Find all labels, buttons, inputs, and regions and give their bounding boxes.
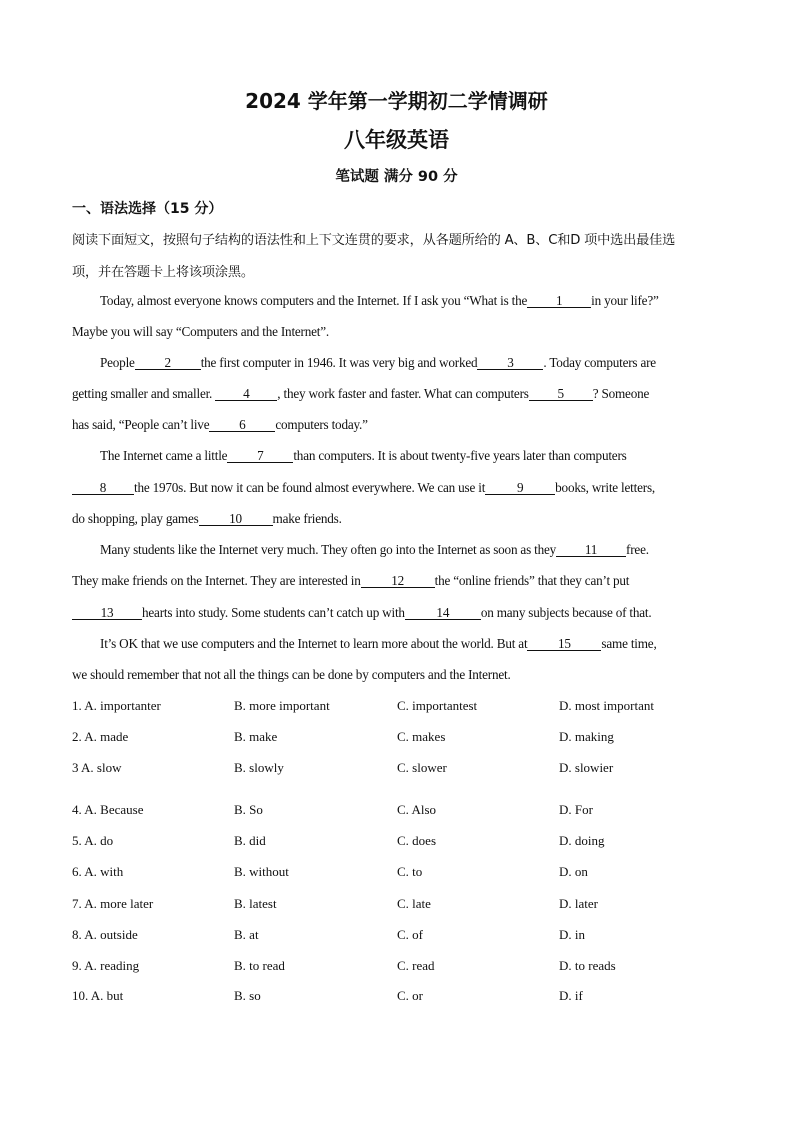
- passage-text: has said, “People can’t live: [72, 417, 210, 432]
- passage-line: [72, 480, 655, 496]
- passage-line: [100, 355, 656, 371]
- passage-text: It’s OK that we use computers and the Internet to learn more about the world. But at: [100, 636, 528, 651]
- passage-line: [100, 293, 659, 309]
- passage-text: books, write letters,: [555, 480, 655, 495]
- passage-text: . Today computers are: [543, 355, 656, 370]
- passage-text: the “online friends” that they can’t put: [434, 573, 630, 588]
- question-3-option-b: B. slowly: [234, 760, 284, 775]
- question-3-option-c: C. slower: [397, 760, 447, 775]
- passage-line: [100, 542, 649, 558]
- question-8-option-d: D. in: [559, 927, 585, 942]
- blank-11: 11: [556, 543, 626, 557]
- passage-text: computers today.”: [275, 417, 368, 432]
- question-10-option-a: 10. A. but: [72, 988, 124, 1003]
- question-3-option-d: D. slowier: [559, 760, 614, 775]
- blank-3: 3: [477, 356, 543, 370]
- blank-2: 2: [135, 356, 201, 370]
- passage-text: The Internet came a little: [100, 448, 228, 463]
- question-2-option-a: 2. A. made: [72, 729, 129, 744]
- question-10-option-b: B. so: [234, 988, 261, 1003]
- passage-text: do shopping, play games: [72, 511, 199, 526]
- passage-line: [72, 667, 511, 683]
- passage-text: They make friends on the Internet. They are interested in: [72, 573, 361, 588]
- passage-line: [72, 511, 342, 527]
- question-4-option-c: C. Also: [397, 802, 437, 817]
- passage-text: , they work faster and faster. What can computers: [277, 386, 529, 401]
- section-heading: 一、语法选择（15 分）: [72, 201, 223, 217]
- blank-8: 8: [72, 481, 134, 495]
- passage-line: [72, 417, 368, 433]
- question-9-option-d: D. to reads: [559, 958, 616, 973]
- question-9-option-a: 9. A. reading: [72, 958, 140, 973]
- question-8-option-a: 8. A. outside: [72, 927, 138, 942]
- instruction-line-1: 阅读下面短文，按照句子结构的语法性和上下文连贯的要求，从各题所给的 A、B、C和D 项中选出最佳选: [72, 233, 676, 248]
- passage-text: on many subjects because of that.: [480, 605, 652, 620]
- question-2-option-b: B. make: [234, 729, 278, 744]
- question-9-option-c: C. read: [397, 958, 435, 973]
- question-9-option-b: B. to read: [234, 958, 285, 973]
- exam-title: 2024 学年第一学期初二学情调研: [245, 89, 548, 113]
- score-note: 笔试题 满分 90 分: [335, 169, 458, 185]
- blank-5: 5: [529, 387, 593, 401]
- question-8-option-b: B. at: [234, 927, 259, 942]
- question-2-option-d: D. making: [559, 729, 614, 744]
- passage-text: free.: [626, 542, 649, 557]
- passage-line: [72, 324, 329, 340]
- passage-text: Many students like the Internet very much. They often go into the Internet as soon as they: [100, 542, 557, 557]
- blank-9: 9: [485, 481, 555, 495]
- blank-14: 14: [405, 606, 481, 620]
- question-6-option-c: C. to: [397, 864, 423, 879]
- question-1-option-b: B. more important: [234, 698, 330, 713]
- blank-12: 12: [361, 574, 435, 588]
- question-4-option-a: 4. A. Because: [72, 802, 144, 817]
- question-10-option-d: D. if: [559, 988, 583, 1003]
- passage-text: hearts into study. Some students can’t catch up with: [142, 605, 405, 620]
- passage-text: the first computer in 1946. It was very big and worked: [200, 355, 478, 370]
- passage-text: Maybe you will say “Computers and the Internet”.: [72, 324, 330, 339]
- question-7-option-a: 7. A. more later: [72, 896, 154, 911]
- question-5-option-c: C. does: [397, 833, 436, 848]
- passage-text: the 1970s. But now it can be found almost everywhere. We can use it: [134, 480, 486, 495]
- passage-text: than computers. It is about twenty-five years later than computers: [293, 448, 627, 463]
- passage-text: make friends.: [272, 511, 342, 526]
- question-6-option-b: B. without: [234, 864, 289, 879]
- question-6-option-d: D. on: [559, 864, 588, 879]
- question-1-option-c: C. importantest: [397, 698, 478, 713]
- passage-text: we should remember that not all the things can be done by computers and the Internet.: [72, 667, 511, 682]
- passage-text: same time,: [601, 636, 657, 651]
- blank-10: 10: [199, 512, 273, 526]
- passage-line: [100, 636, 657, 652]
- passage-line: [72, 386, 649, 402]
- passage-text: ? Someone: [592, 386, 650, 401]
- exam-subtitle: 八年级英语: [344, 128, 449, 152]
- passage-line: [72, 605, 651, 621]
- passage-text: getting smaller and smaller.: [72, 386, 213, 401]
- question-7-option-b: B. latest: [234, 896, 277, 911]
- blank-6: 6: [209, 418, 275, 432]
- question-10-option-c: C. or: [397, 988, 423, 1003]
- instruction-line-2: 项，并在答题卡上将该项涂黑。: [72, 265, 254, 280]
- question-5-option-b: B. did: [234, 833, 266, 848]
- question-1-option-d: D. most important: [559, 698, 654, 713]
- question-5-option-d: D. doing: [559, 833, 605, 848]
- blank-15: 15: [527, 637, 601, 651]
- passage-text: Today, almost everyone knows computers and the Internet. If I ask you “What is the: [100, 293, 528, 308]
- blank-7: 7: [227, 449, 293, 463]
- question-7-option-c: C. late: [397, 896, 431, 911]
- question-3-option-a: 3 A. slow: [72, 760, 122, 775]
- passage-text: in your life?”: [591, 293, 659, 308]
- blank-13: 13: [72, 606, 142, 620]
- passage-text: People: [100, 355, 135, 370]
- question-8-option-c: C. of: [397, 927, 423, 942]
- question-2-option-c: C. makes: [397, 729, 446, 744]
- question-1-option-a: 1. A. importanter: [72, 698, 161, 713]
- question-5-option-a: 5. A. do: [72, 833, 114, 848]
- question-4-option-b: B. So: [234, 802, 263, 817]
- question-7-option-d: D. later: [559, 896, 598, 911]
- question-4-option-d: D. For: [559, 802, 593, 817]
- passage-line: [72, 573, 629, 589]
- blank-4: 4: [215, 387, 277, 401]
- passage-line: [100, 448, 627, 464]
- question-6-option-a: 6. A. with: [72, 864, 124, 879]
- blank-1: 1: [527, 294, 591, 308]
